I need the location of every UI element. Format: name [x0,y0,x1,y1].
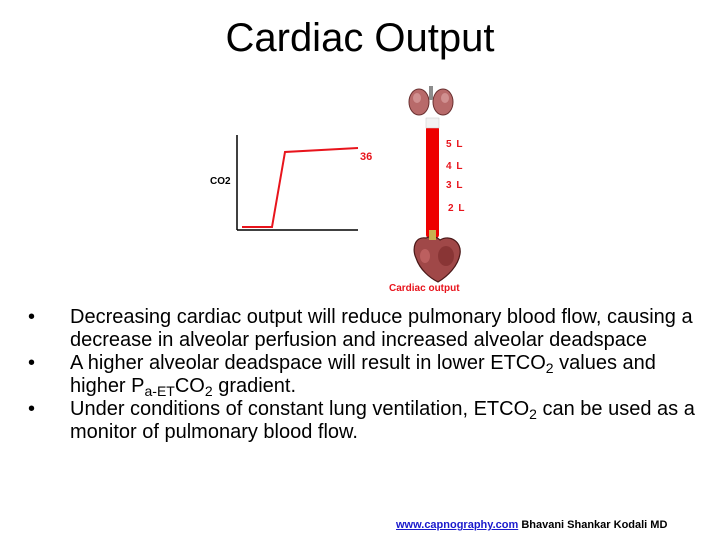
subscript: 2 [204,383,213,399]
footer-credit [396,519,667,531]
subscript: 2 [545,360,554,376]
website-link[interactable]: www.capnography.com [396,519,519,531]
cardiac-output-diagram [200,80,490,300]
volume-label-3l: 3 L [446,180,464,191]
volume-label-5l: 5 L [446,139,464,150]
bullet-item [28,398,708,444]
subscript: a-ET [144,383,175,399]
bullet-item [28,306,708,352]
subscript: 2 [529,406,537,422]
bullet-item [28,352,708,398]
bullet-text: Decreasing cardiac output will reduce pulmonary blood flow, causing a decrease in alveolar perfusion and increased alveolar deadspace [70,306,693,351]
heart-icon [414,230,460,282]
capnogram-value-label: 36 [360,151,373,163]
bullet-text: values and higher P [70,352,656,397]
capnogram-y-label: CO2 [210,176,231,187]
blood-flow-tube [426,126,439,238]
diagram-caption: Cardiac output [389,283,460,294]
bullet-marker: • [28,306,36,328]
bullet-marker: • [28,352,36,374]
bullet-marker: • [28,398,36,420]
bullet-text: A higher alveolar deadspace will result in lower ETCO [70,352,546,374]
bullet-list [28,306,708,444]
bullet-text: gradient. [212,375,297,397]
bullet-text: Under conditions of constant lung ventilation, ETCO [70,398,530,420]
volume-label-4l: 4 L [446,161,464,172]
slide-title: Cardiac Output [225,16,495,60]
author-name: Bhavani Shankar Kodali MD [521,519,668,531]
bullet-text: CO [174,375,205,397]
capnogram-waveform [242,148,358,227]
lungs-icon [409,86,453,115]
volume-label-2l: 2 L [448,203,466,214]
bullet-text: can be used as a monitor of pulmonary blood flow. [70,398,695,443]
